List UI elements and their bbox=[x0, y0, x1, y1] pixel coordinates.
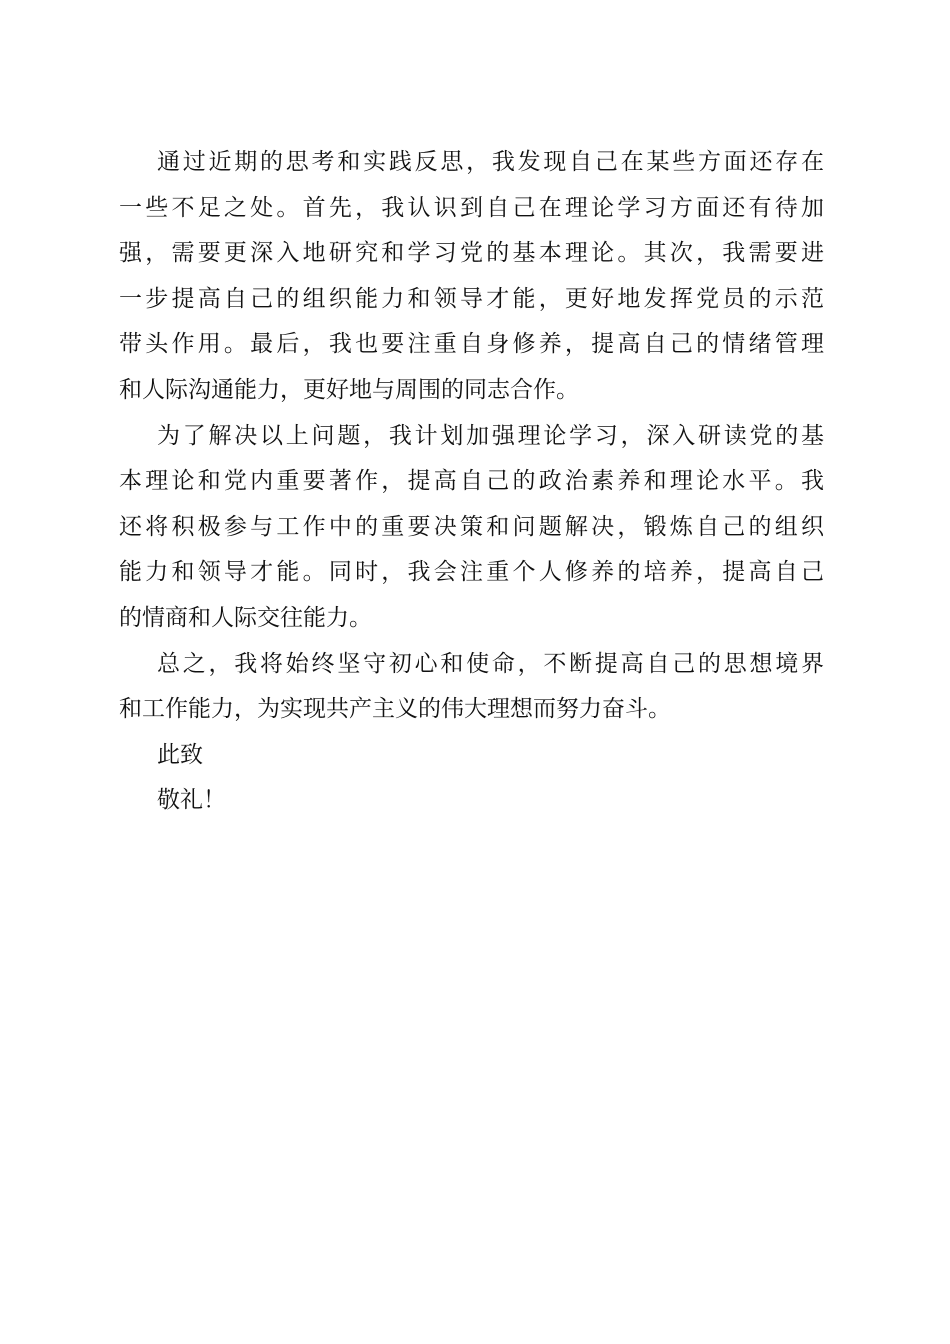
text-line: 强，需要更深入地研究和学习党的基本理论。其次，我需要进 bbox=[119, 240, 824, 267]
letter-body bbox=[119, 140, 824, 824]
text-line: 和工作能力，为实现共产主义的伟大理想而努力奋斗。 bbox=[119, 696, 671, 723]
text-line: 一些不足之处。首先，我认识到自己在理论学习方面还有待加 bbox=[119, 194, 824, 221]
text-line: 为了解决以上问题，我计划加强理论学习，深入研读党的基 bbox=[157, 422, 824, 449]
paragraph-plan bbox=[119, 414, 824, 642]
text-line: 能力和领导才能。同时，我会注重个人修养的培养，提高自己 bbox=[119, 559, 824, 586]
text-line: 本理论和党内重要著作，提高自己的政治素养和理论水平。我 bbox=[119, 468, 824, 495]
closing-block bbox=[119, 733, 824, 824]
text-line: 总之，我将始终坚守初心和使命，不断提高自己的思想境界 bbox=[157, 650, 824, 677]
text-line: 一步提高自己的组织能力和领导才能，更好地发挥党员的示范 bbox=[119, 285, 824, 312]
text-line: 和人际沟通能力，更好地与周围的同志合作。 bbox=[119, 376, 579, 403]
text-line: 带头作用。最后，我也要注重自身修养，提高自己的情绪管理 bbox=[119, 331, 824, 358]
text-line: 通过近期的思考和实践反思，我发现自己在某些方面还存在 bbox=[157, 149, 824, 175]
salutation: 敬礼！ bbox=[157, 787, 226, 814]
text-line: 还将积极参与工作中的重要决策和问题解决，锻炼自己的组织 bbox=[119, 513, 824, 540]
paragraph-conclusion bbox=[119, 642, 824, 733]
paragraph-reflection bbox=[119, 140, 824, 414]
closing-phrase: 此致 bbox=[157, 741, 203, 768]
text-line: 的情商和人际交往能力。 bbox=[119, 604, 372, 631]
